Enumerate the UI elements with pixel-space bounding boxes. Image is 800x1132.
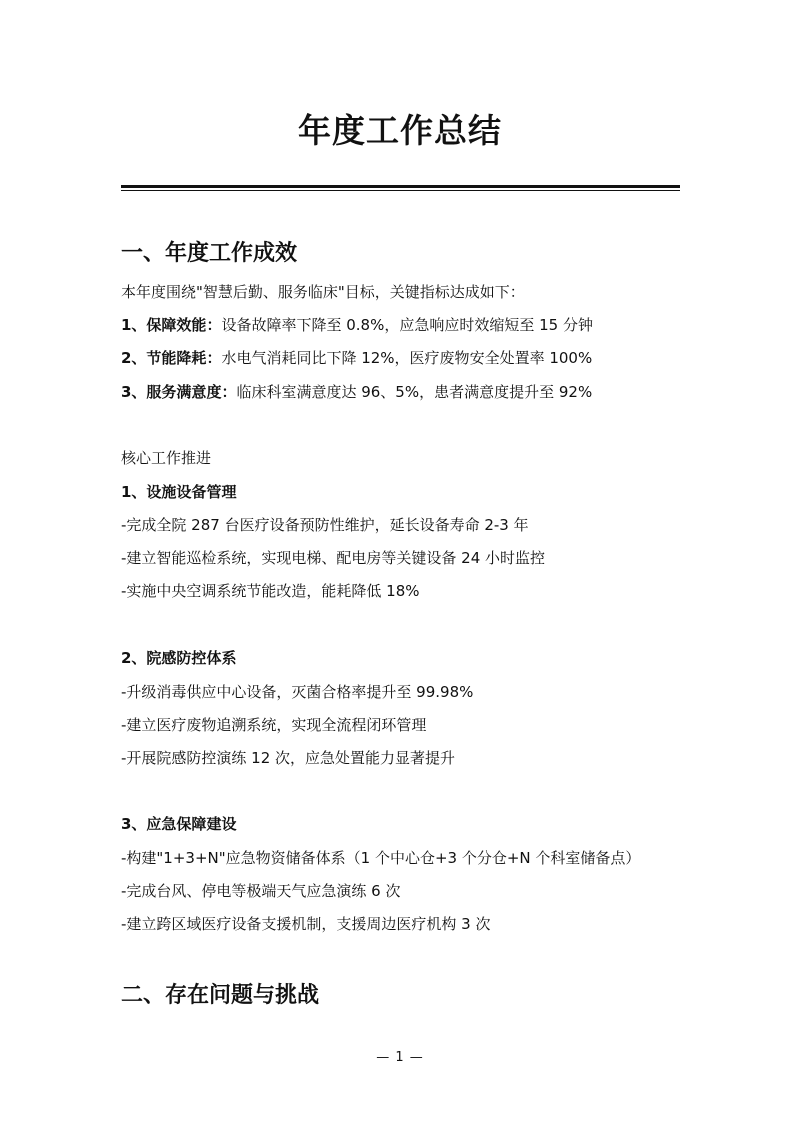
- group-heading: 1、设施设备管理: [121, 483, 237, 501]
- list-item: -升级消毒供应中心设备，灭菌合格率提升至 99.98%: [121, 683, 474, 701]
- metric-item: [121, 346, 592, 370]
- group-heading: 3、应急保障建设: [121, 815, 237, 833]
- core-work-title: 核心工作推进: [121, 449, 212, 467]
- section-heading-1: 一、年度工作成效: [121, 241, 298, 266]
- list-item: -实施中央空调系统节能改造，能耗降低 18%: [121, 582, 420, 600]
- title-rule-thin: [121, 190, 680, 191]
- list-item: -构建"1+3+N"应急物资储备体系（1 个中心仓+3 个分仓+N 个科室储备点）: [121, 849, 641, 867]
- list-item: -建立智能巡检系统，实现电梯、配电房等关键设备 24 小时监控: [121, 549, 546, 567]
- list-item: -完成台风、停电等极端天气应急演练 6 次: [121, 882, 401, 900]
- section-heading-2: 二、存在问题与挑战: [121, 983, 320, 1008]
- metric-text: 设备故障率下降至 0.8%，应急响应时效缩短至 15 分钟: [221, 316, 593, 334]
- metric-label: 1、保障效能：: [121, 316, 222, 334]
- page-number: — 1 —: [376, 1050, 424, 1065]
- list-item: -完成全院 287 台医疗设备预防性维护，延长设备寿命 2-3 年: [121, 516, 529, 534]
- list-item: -建立医疗废物追溯系统，实现全流程闭环管理: [121, 716, 427, 734]
- metric-label: 2、节能降耗：: [121, 349, 222, 367]
- list-item: -开展院感防控演练 12 次，应急处置能力显著提升: [121, 749, 456, 767]
- intro-paragraph: 本年度围绕"智慧后勤、服务临床"目标，关键指标达成如下：: [121, 283, 525, 301]
- metric-item: [121, 313, 593, 337]
- group-heading: 2、院感防控体系: [121, 649, 237, 667]
- metric-label: 3、服务满意度：: [121, 383, 237, 401]
- metric-text: 水电气消耗同比下降 12%，医疗废物安全处置率 100%: [221, 349, 593, 367]
- list-item: -建立跨区域医疗设备支援机制，支援周边医疗机构 3 次: [121, 915, 491, 933]
- document-title: 年度工作总结: [298, 111, 502, 150]
- metric-item: [121, 380, 592, 404]
- metric-text: 临床科室满意度达 96、5%，患者满意度提升至 92%: [236, 383, 593, 401]
- title-rule-thick: [121, 185, 680, 188]
